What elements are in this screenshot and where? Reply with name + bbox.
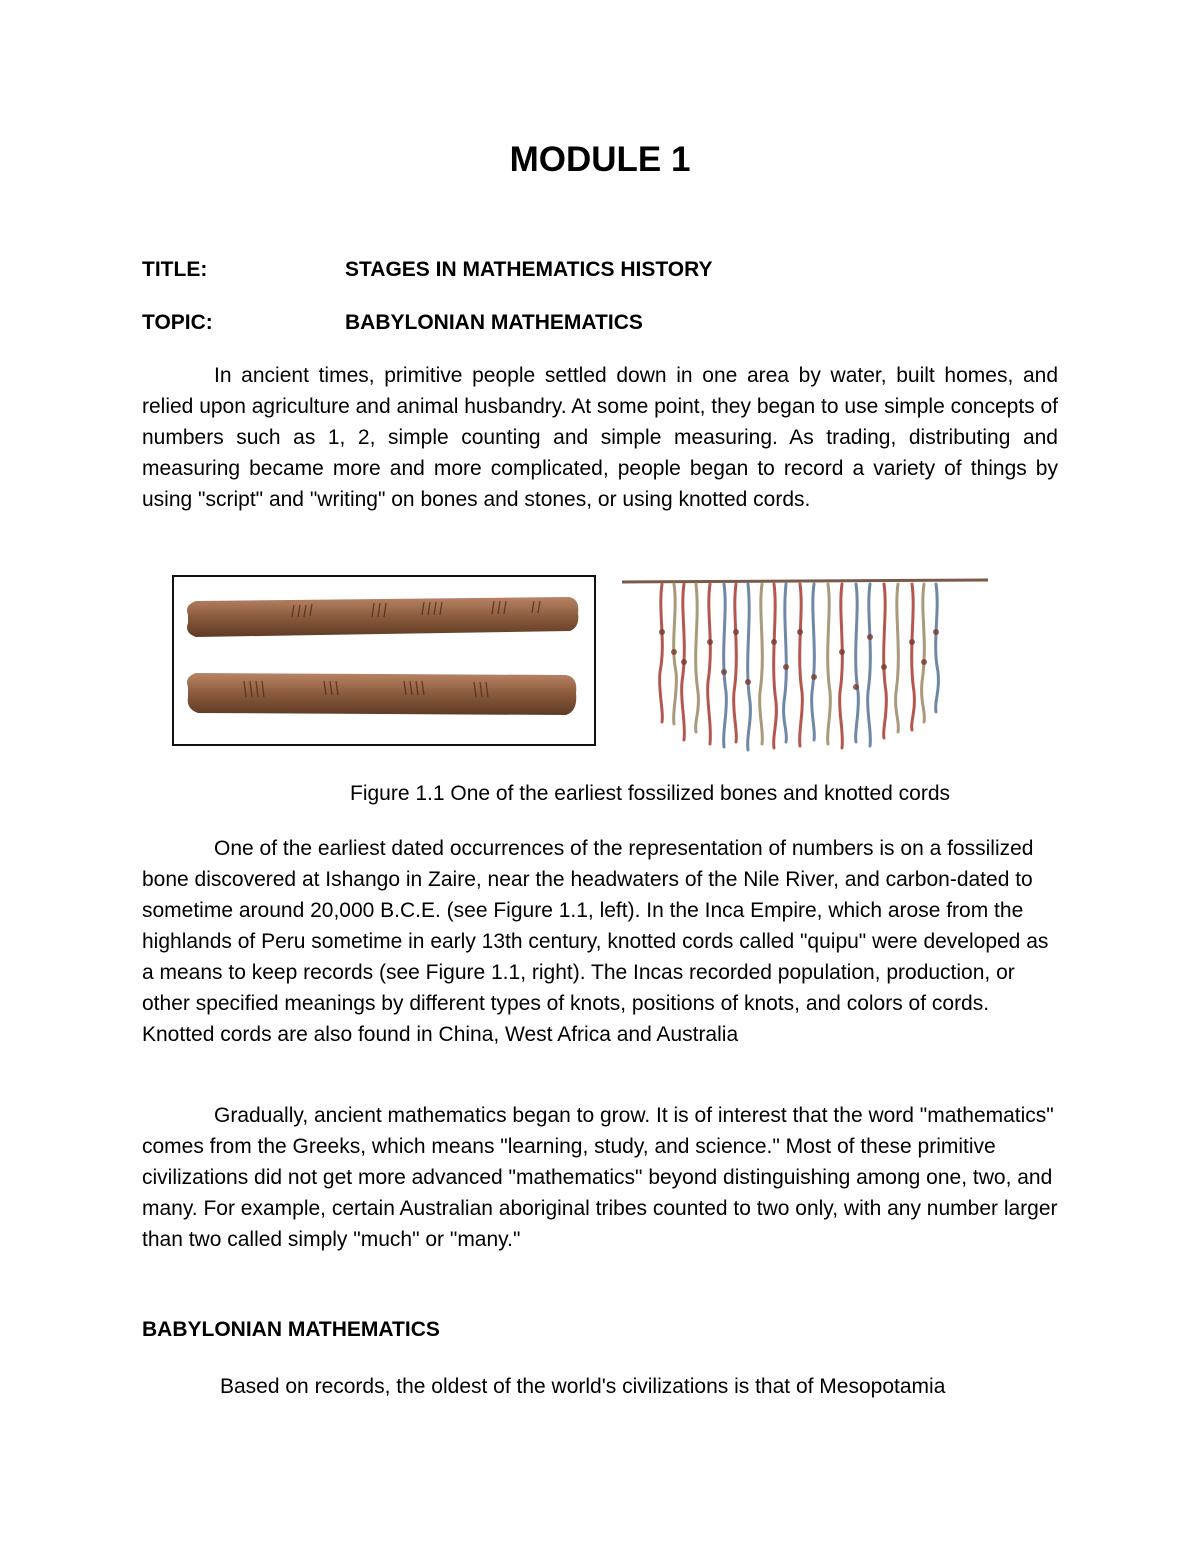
ishango-paragraph — [142, 833, 1058, 1050]
bone-lower — [187, 673, 576, 715]
intro-text: In ancient times, primitive people settled down in one area by water, built homes, and relied upon agriculture and animal husbandry. At some point, they began to use simple concepts of numbers such as 1, 2, simple counting and simple measuring. As trading, distributing and measuring became more and more complicated, people began to record a variety of things by using "script" and "writing" on bones and stones, or using knotted cords. — [142, 364, 1059, 511]
babylonian-text: Based on records, the oldest of the world's civilizations is that of Mesopotamia — [220, 1375, 946, 1398]
gradual-text: Gradually, ancient mathematics began to grow. It is of interest that the word "mathematics" comes from the Greeks, which means "learning, study, and science." Most of these primitive civilizations did not get more advanced "mathematics" beyond distinguishing among one, two, and many. For example, certain Australian aboriginal tribes counted to two only, with any number larger than two called simply "much" or "many." — [142, 1104, 1058, 1251]
module-title: MODULE 1 — [509, 140, 691, 179]
ishango-bones-figure — [172, 575, 596, 746]
intro-paragraph — [142, 360, 1058, 515]
topic-label: TOPIC: — [142, 311, 213, 334]
quipu-figure — [618, 572, 990, 752]
figure-caption: Figure 1.1 One of the earliest fossilized bones and knotted cords — [350, 782, 951, 805]
quipu-main-cord — [622, 580, 988, 582]
ishango-bones-image — [174, 577, 594, 744]
gradual-paragraph — [142, 1100, 1058, 1255]
ishango-text: One of the earliest dated occurrences of the representation of numbers is on a fossilized bone discovered at Ishango in Zaire, near the headwaters of the Nile River, and carbon-dated to sometime around 20,000 B.C.E. (see Figure 1.1, left). In the Inca Empire, which arose from the highlands of Peru sometime in early 13th century, knotted cords called "quipu" were developed as a means to keep records (see Figure 1.1, right). The Incas recorded population, production, or other specified meanings by different types of knots, positions of knots, and colors of cords. Knotted cords are also found in China, West Africa and Australia — [142, 837, 1049, 1046]
quipu-image — [618, 572, 990, 752]
bone-upper — [187, 597, 578, 637]
topic-value: BABYLONIAN MATHEMATICS — [345, 311, 643, 334]
babylonian-paragraph — [142, 1371, 1058, 1402]
title-label: TITLE: — [142, 258, 208, 281]
title-value: STAGES IN MATHEMATICS HISTORY — [345, 258, 713, 281]
babylonian-heading: BABYLONIAN MATHEMATICS — [142, 1318, 440, 1341]
